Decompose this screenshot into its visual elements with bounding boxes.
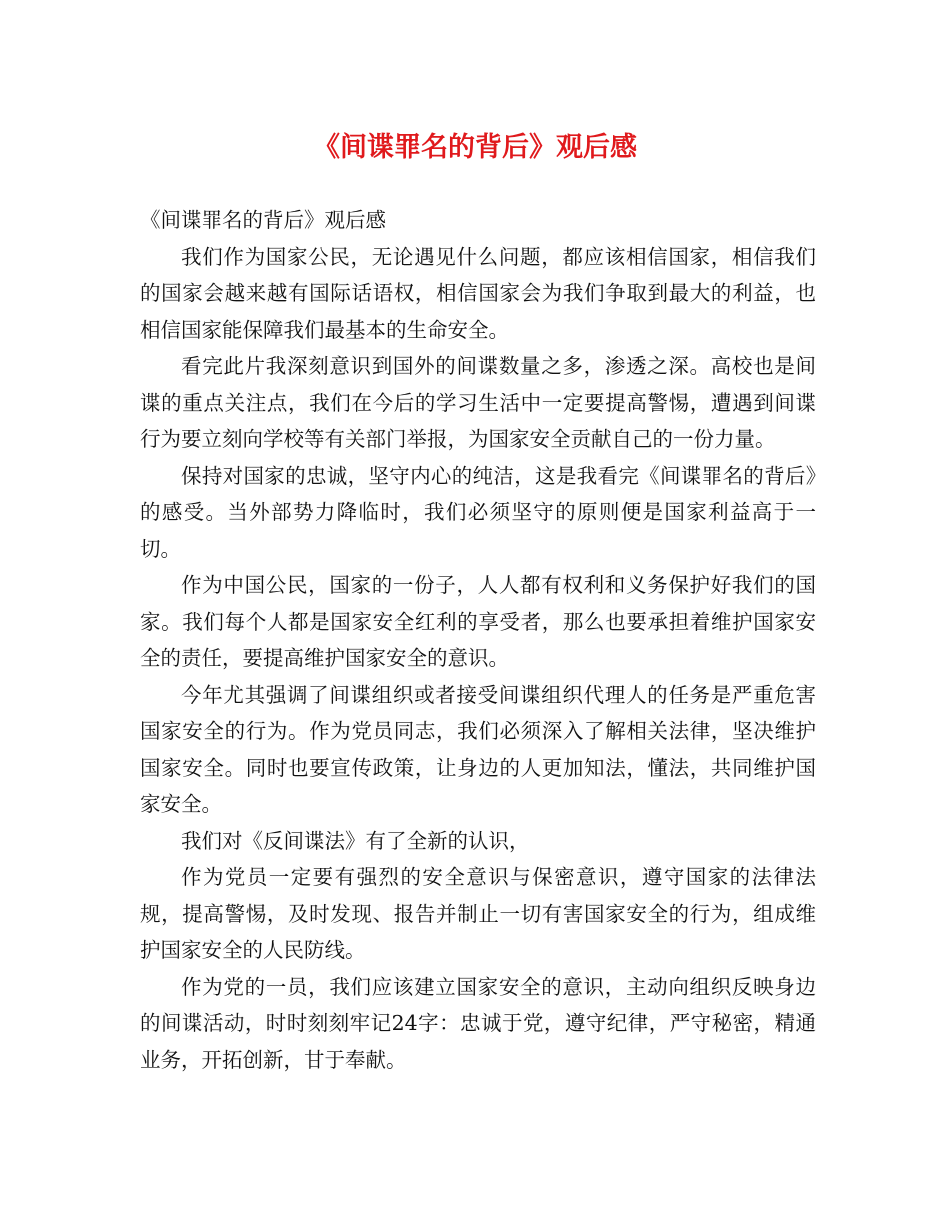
paragraph: 作为党员一定要有强烈的安全意识与保密意识，遵守国家的法律法规，提高警惕，及时发现、报告并制止一切有害国家安全的行为，组成维护国家安全的人民防线。 — [140, 865, 816, 962]
document-title: 《间谍罪名的背后》观后感 — [313, 132, 637, 163]
paragraph: 今年尤其强调了间谍组织或者接受间谍组织代理人的任务是严重危害国家安全的行为。作为党员同志，我们必须深入了解相关法律，坚决维护国家安全。同时也要宣传政策，让身边的人更加知法，懂法，共同维护国家安全。 — [140, 682, 816, 816]
paragraph: 保持对国家的忠诚，坚守内心的纯洁，这是我看完《间谍罪名的背后》的感受。当外部势力降临时，我们必须坚守的原则便是国家利益高于一切。 — [140, 463, 816, 561]
paragraph: 作为中国公民，国家的一份子，人人都有权利和义务保护好我们的国家。我们每个人都是国家安全红利的享受者，那么也要承担着维护国家安全的责任，要提高维护国家安全的意识。 — [140, 573, 816, 670]
paragraph: 我们作为国家公民，无论遇见什么问题，都应该相信国家，相信我们的国家会越来越有国际话语权，相信国家会为我们争取到最大的利益，也相信国家能保障我们最基本的生命安全。 — [140, 244, 816, 342]
paragraph: 我们对《反间谍法》有了全新的认识， — [181, 828, 530, 853]
document-body — [140, 202, 816, 1078]
document-subtitle: 《间谍罪名的背后》观后感 — [140, 208, 386, 232]
paragraph: 作为党的一员，我们应该建立国家安全的意识，主动向组织反映身边的间谍活动，时时刻刻牢记24字：忠诚于党，遵守纪律，严守秘密，精通业务，开拓创新，甘于奉献。 — [140, 974, 816, 1072]
paragraph: 看完此片我深刻意识到国外的间谍数量之多，渗透之深。高校也是间谍的重点关注点，我们在今后的学习生活中一定要提高警惕，遭遇到间谍行为要立刻向学校等有关部门举报，为国家安全贡献自己的一份力量。 — [140, 354, 816, 451]
